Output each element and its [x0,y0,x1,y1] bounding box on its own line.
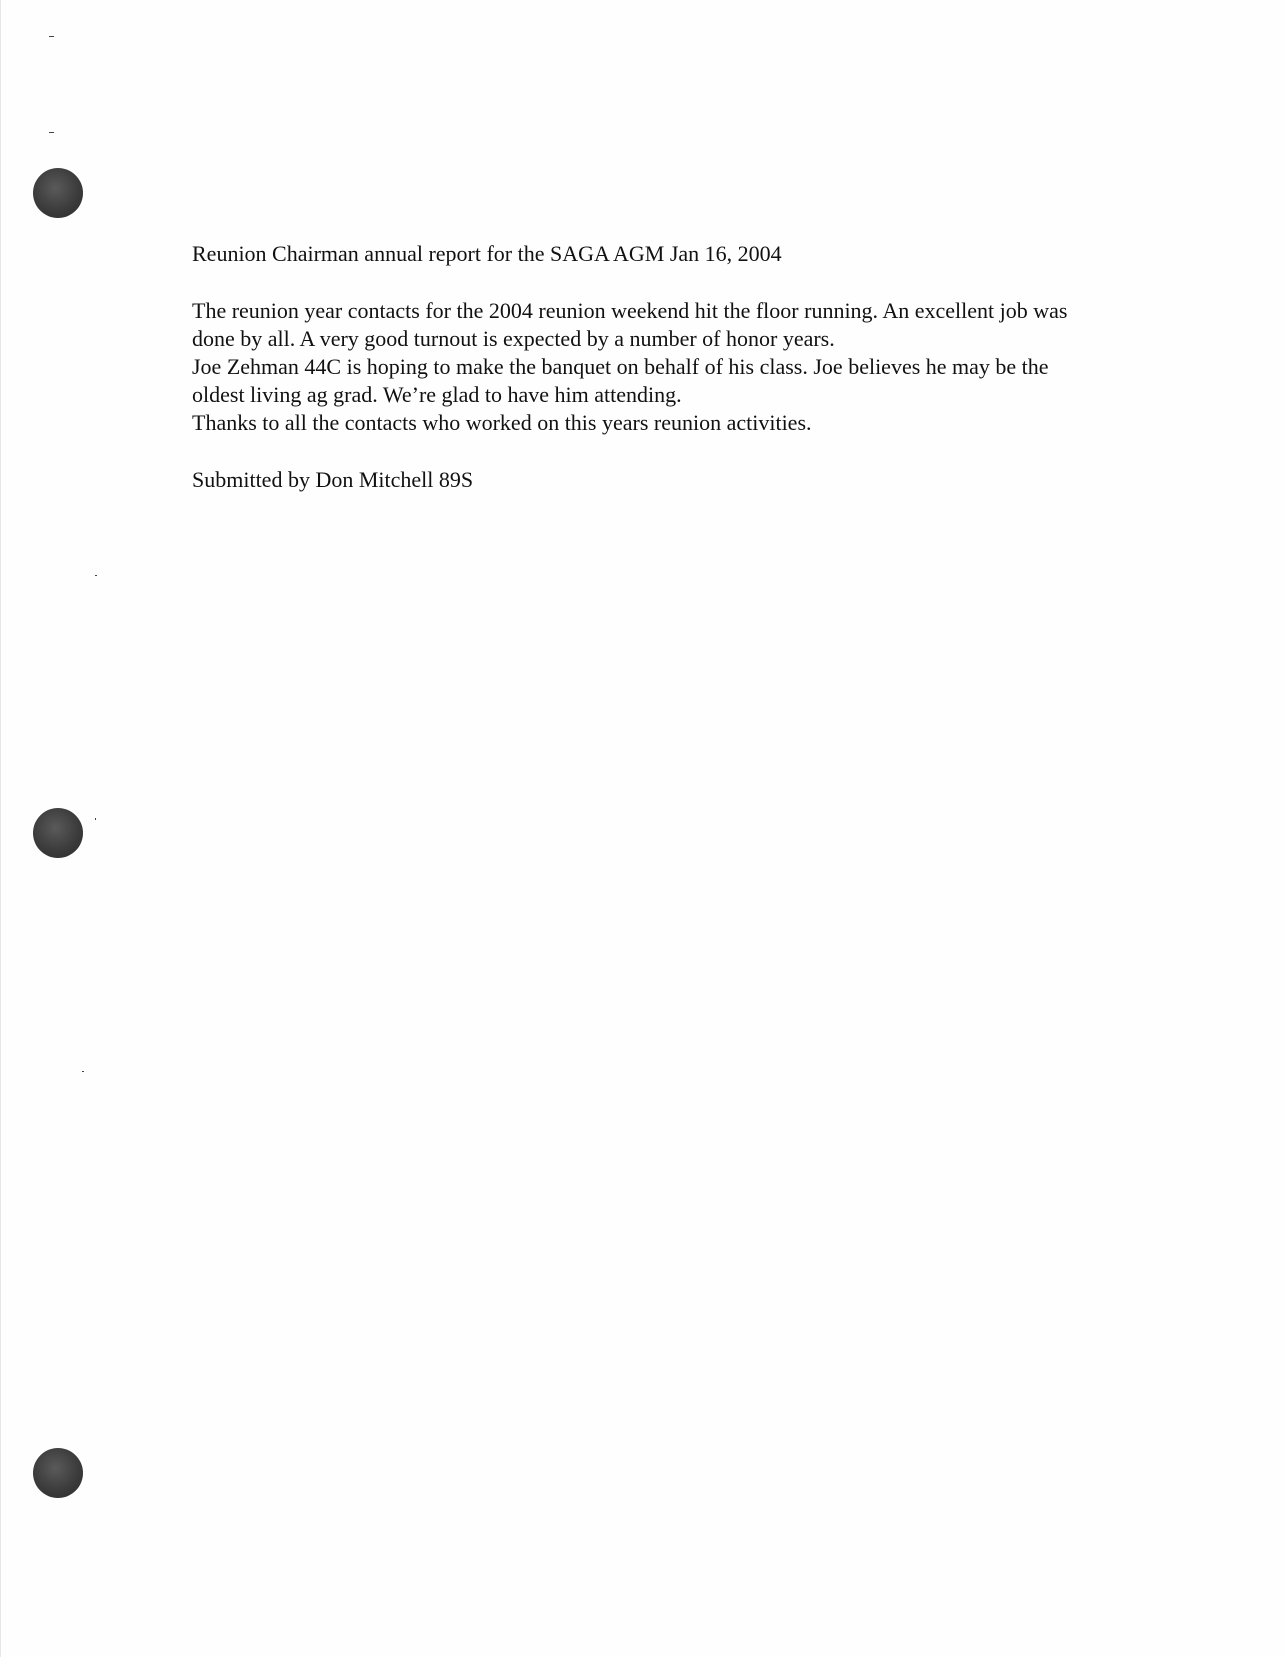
paragraph-joe-zehman: Joe Zehman 44C is hoping to make the banquet on behalf of his class. Joe believes he may be the oldest living ag grad. We’re glad to have him attending. [192,354,1049,407]
page-edge [0,0,1,1657]
paragraph-reunion-contacts: The reunion year contacts for the 2004 reunion weekend hit the floor running. An excellent job was done by all. A very good turnout is expected by a number of honor years. [192,298,1068,351]
scan-speck [95,575,97,576]
report-heading: Reunion Chairman annual report for the SAGA AGM Jan 16, 2004 [192,241,782,266]
punch-hole-middle [33,808,83,858]
paragraph-thanks: Thanks to all the contacts who worked on this years reunion activities. [192,410,812,435]
scan-speck [82,1071,84,1072]
punch-hole-bottom [33,1448,83,1498]
signature-line: Submitted by Don Mitchell 89S [192,467,474,492]
report-body [192,240,1092,494]
punch-hole-top [33,168,83,218]
spacer [192,437,1092,466]
scan-speck [49,132,54,133]
scan-speck [49,36,54,37]
scan-speck [95,818,96,820]
